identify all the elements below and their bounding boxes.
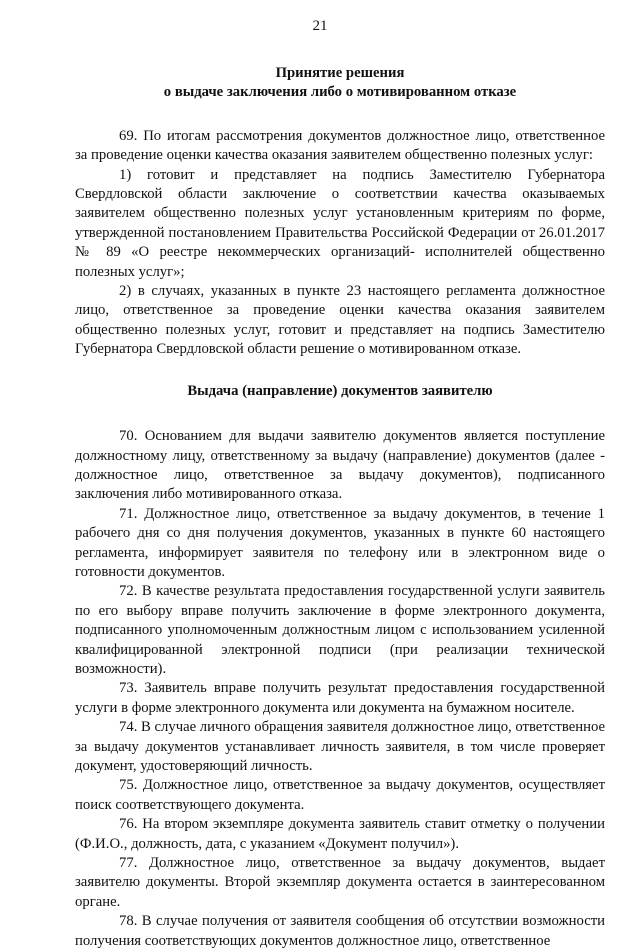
page-number: 21 (312, 18, 328, 34)
paragraph-73: 73. Заявитель вправе получить результат предоставления государственной услуги в форме электронного документа или документа на бумажном носителе. (75, 680, 605, 716)
paragraph-78: 78. В случае получения от заявителя сообщения об отсутствии возможности получения соответствующих документов должностное лицо, ответственное (75, 913, 605, 949)
section-title-issuance: Выдача (направление) документов заявителю (187, 382, 493, 399)
section-title-decision-line1: Принятие решения (275, 65, 405, 81)
page-content (75, 64, 605, 951)
paragraph-69: 69. По итогам рассмотрения документов должностное лицо, ответственное за проведение оценки качества оказания заявителем общественно полезных услуг: (75, 127, 605, 164)
paragraph-74: 74. В случае личного обращения заявителя должностное лицо, ответственное за выдачу документов устанавливает личность заявителя, в том числе проверяет документ, удостоверяющий личность. (75, 719, 605, 774)
paragraph-69-item-1: 1) готовит и представляет на подпись Заместителю Губернатора Свердловской области заключение о соответствии качества оказываемых заявителем общественно полезных услуг установленным критериям по форме, утвержденной постановлением Правительства Российской Федерации от 26.01.2017 № 89 «О реестре некоммерческих организаций- исполнителей общественно полезных услуг»; (75, 166, 605, 280)
paragraph-69-item-2: 2) в случаях, указанных в пункте 23 настоящего регламента должностное лицо, ответственное за проведение оценки качества оказания заявителем общественно полезных услуг, готовит и представляет на подпись Заместителю Губернатора Свердловской области решение о мотивированном отказе. (75, 283, 605, 358)
paragraph-77: 77. Должностное лицо, ответственное за выдачу документов, выдает заявителю документы. Второй экземпляр документа остается в заинтересованном органе. (75, 855, 605, 910)
paragraph-70: 70. Основанием для выдачи заявителю документов является поступление должностному лицу, ответственному за выдачу (направление) документов (далее - должностное лицо, ответственное за выдачу документов), подписанного заключения либо мотивированного отказа. (75, 428, 605, 503)
paragraph-75: 75. Должностное лицо, ответственное за выдачу документов, осуществляет поиск соответствующего документа. (75, 777, 605, 813)
paragraph-76: 76. На втором экземпляре документа заявитель ставит отметку о получении (Ф.И.О., должность, дата, с указанием «Документ получил»). (75, 816, 605, 852)
paragraph-71: 71. Должностное лицо, ответственное за выдачу документов, в течение 1 рабочего дня со дня получения документов, указанных в пункте 60 настоящего регламента, информирует заявителя по телефону или в электронном виде о готовности документов. (75, 505, 605, 580)
section-title-decision-line2: о выдаче заключения либо о мотивированном отказе (163, 84, 517, 101)
paragraph-72: 72. В качестве результата предоставления государственной услуги заявитель по его выбору вправе получить заключение в форме электронного документа, подписанного уполномоченным должностным лицом с использованием усиленной квалифицированной электронной подписи (при реализации технической возможности). (75, 583, 605, 677)
